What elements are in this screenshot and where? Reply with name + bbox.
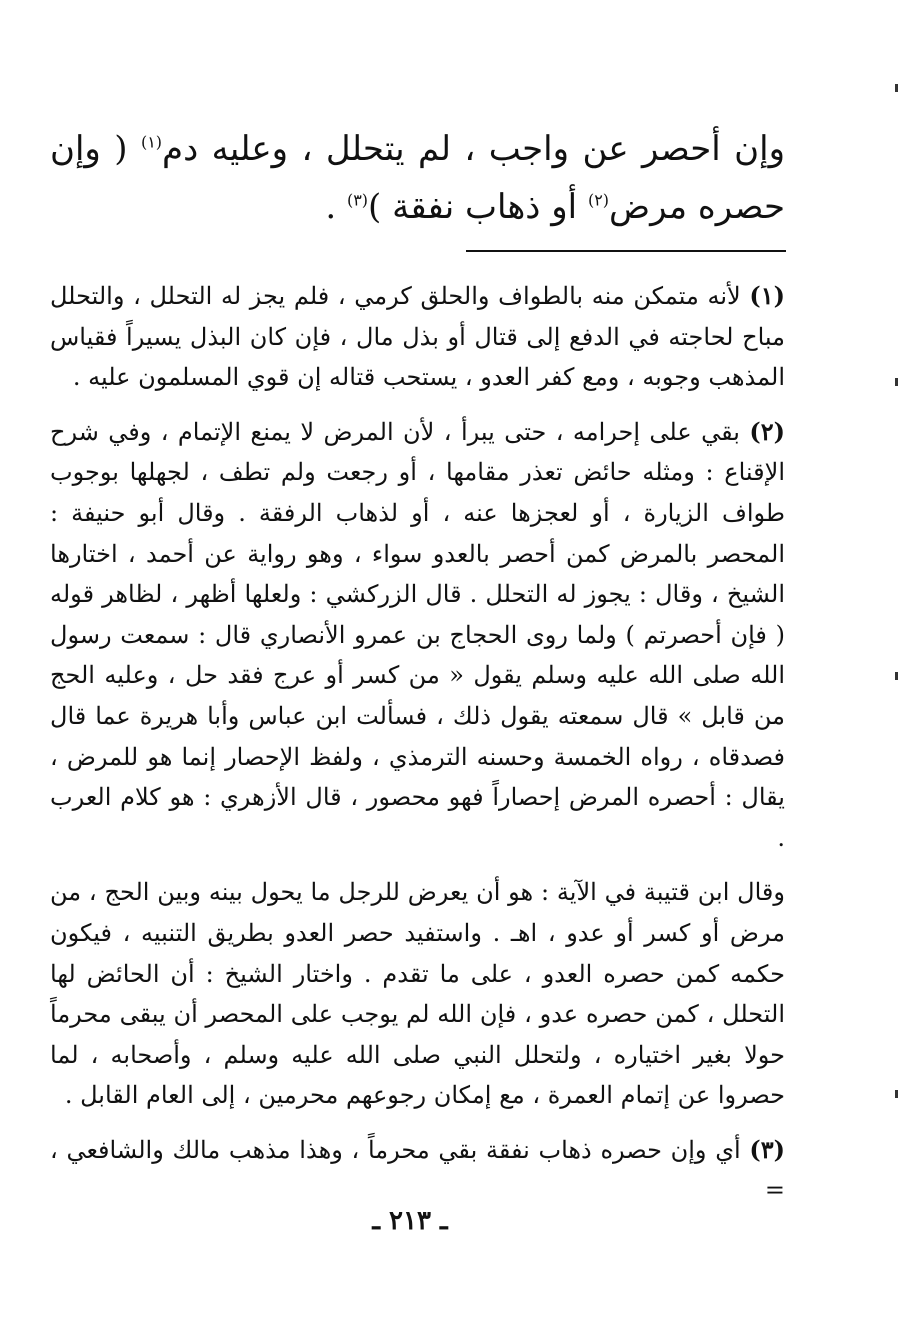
footnote-ref-1: (١) <box>140 132 163 152</box>
footnotes <box>50 276 785 1225</box>
footnote-number: (١) <box>749 281 785 310</box>
main-text <box>50 120 785 236</box>
footnote-separator <box>466 250 786 252</box>
footnote-3 <box>50 1130 785 1211</box>
margin-mark <box>895 378 898 386</box>
main-text-part-1: وإن أحصر عن واجب ، لم يتحلل ، وعليه دم <box>162 129 786 169</box>
footnote-text: لأنه متمكن منه بالطواف والحلق كرمي ، فلم يجز له التحلل ، والتحلل مباح لحاجته في الدفع إلى قتال أو بذل مال ، فإن كان البذل يسيراً فقياس المذهب وجوبه ، ومع كفر العدو ، يستحب قتاله إن قوي المسلمون عليه . <box>50 282 785 392</box>
footnote-number: (٣) <box>749 1134 785 1164</box>
main-text-part-3: أو ذهاب نفقة ) <box>368 187 578 227</box>
footnote-number: (٢) <box>749 416 785 446</box>
main-text-end: . <box>325 187 337 227</box>
main-text-part-2: ( وإن حصره مرض <box>50 129 785 227</box>
footnote-text: أي وإن حصره ذهاب نفقة بقي محرماً ، وهذا مذهب مالك والشافعي ، = <box>50 1135 785 1205</box>
margin-mark <box>895 84 898 92</box>
page-number: ـ ٢١٣ ـ <box>372 1206 448 1236</box>
footnote-ref-3: (٣) <box>346 190 369 210</box>
footnote-ref-2: (٢) <box>587 190 610 210</box>
margin-mark <box>895 672 898 680</box>
footnote-text: بقي على إحرامه ، حتى يبرأ ، لأن المرض لا يمنع الإتمام ، وفي شرح الإقناع : ومثله حائض تعذر مقامها ، أو رجعت ولم تطف ، لجهلها بوجوب طواف الزيارة ، أو لعجزها عنه ، أو لذهاب الرفقة . وقال أبو حنيفة : المحصر بالمرض كمن أحصر بالعدو سواء ، وهو رواية عن أحمد ، اختارها الشيخ ، وقال : يجوز له التحلل . قال الزركشي : ولعلها أظهر ، لظاهر قوله ( فإن أحصرتم ) ولما روى الحجاج بن عمرو الأنصاري قال : سمعت رسول الله صلى الله عليه وسلم يقول « من كسر أو عرج فقد حل ، وعليه الحج من قابل » قال سمعته يقول ذلك ، فسألت ابن عباس وأبا هريرة عما قال فصدقاه ، رواه الخمسة وحسنه الترمذي ، ولفظ الإحصار إنما هو للمرض ، يقال : أحصره المرض إحصاراً فهو محصور ، قال الأزهري : هو كلام العرب . <box>50 417 786 852</box>
footnote-1 <box>50 276 785 398</box>
footnote-2-continuation <box>50 872 785 1116</box>
margin-mark <box>895 1090 898 1098</box>
footnote-2 <box>50 412 785 859</box>
footnote-text: وقال ابن قتيبة في الآية : هو أن يعرض للرجل ما يحول بينه وبين الحج ، من مرض أو كسر أو عدو ، اهـ . واستفيد حصر العدو بطريق التنبيه ، فيكون حكمه كمن حصره العدو ، على ما تقدم . واختار الشيخ : أن الحائض لها التحلل ، كمن حصره عدو ، فإن الله لم يوجب على المحصر أن يبقى محرماً حولا بغير اختياره ، ولتحلل النبي صلى الله عليه وسلم ، وأصحابه ، لما حصروا عن إتمام العمرة ، مع إمكان رجوعهم محرمين ، إلى العام القابل . <box>50 878 785 1110</box>
